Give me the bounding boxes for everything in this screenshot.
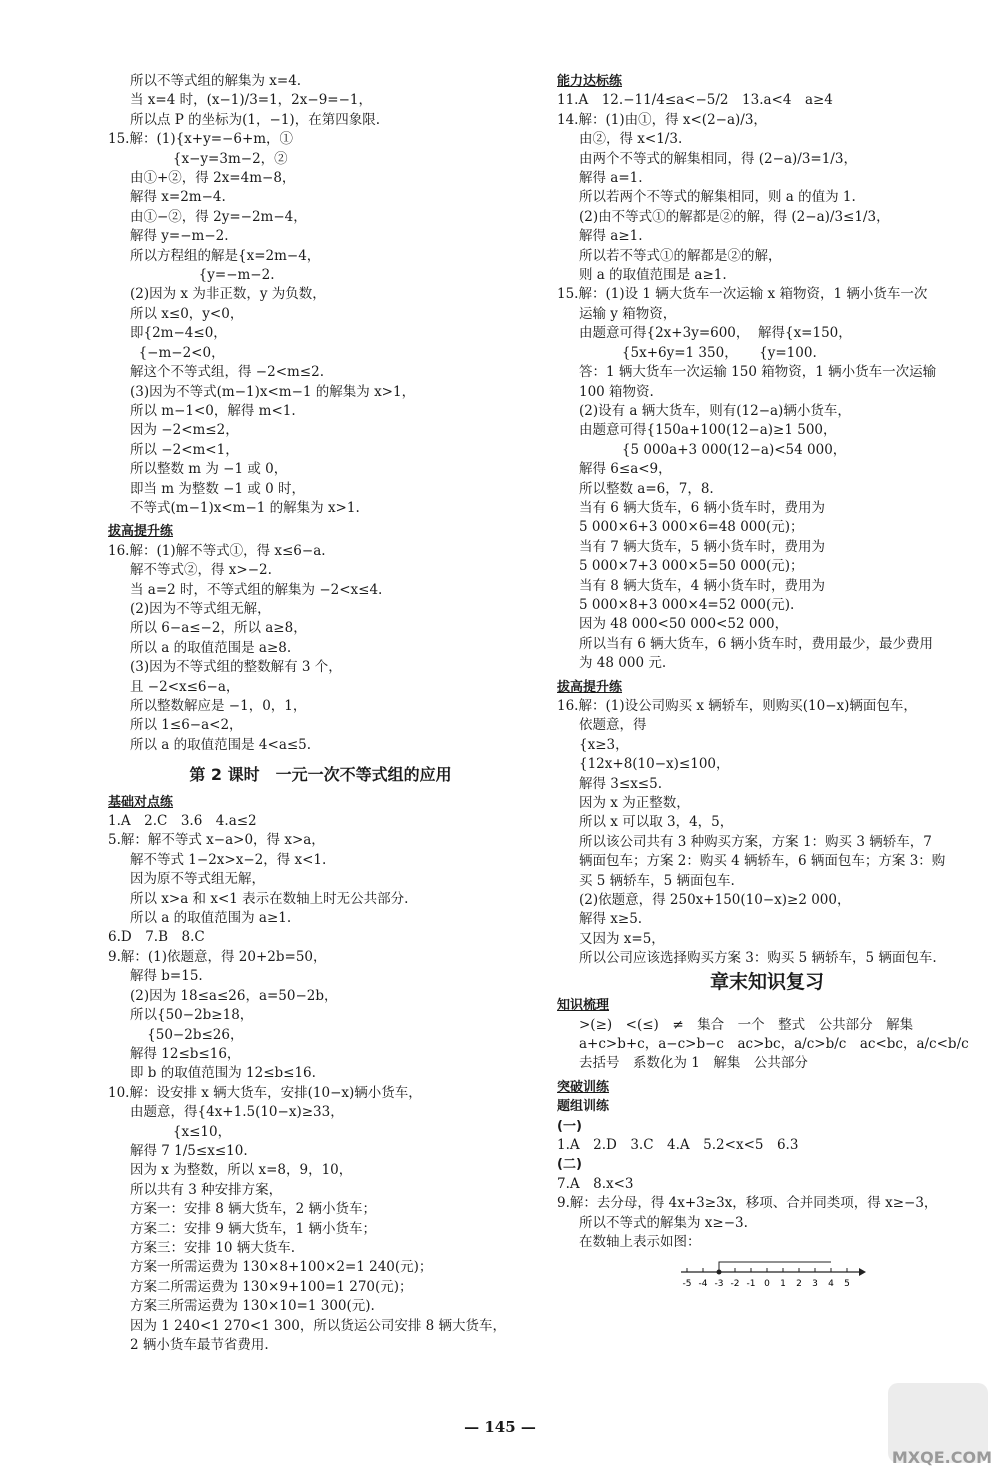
- text-line: {−m−2<0，: [130, 344, 225, 361]
- number-line-tick-label: 0: [764, 1279, 770, 1290]
- text-line: 方案三：安排 10 辆大货车.: [130, 1239, 296, 1256]
- text-line: {y=−m−2.: [130, 267, 275, 284]
- right-group2-lines: [557, 1175, 977, 1253]
- text-line: 因为原不等式组无解，: [130, 871, 265, 888]
- text-line: 所以 1≤6−a<2，: [130, 717, 243, 734]
- section-improve-left: 拔高提升练: [108, 524, 174, 540]
- lesson-title: 第 2 课时 一元一次不等式组的应用: [189, 765, 452, 785]
- text-line: >(≥) <(≤) ≠ 集合 一个 整式 公共部分 解集: [579, 1016, 914, 1033]
- text-line: 因为 x 为正整数，: [579, 795, 690, 812]
- text-line: 所以该公司共有 3 种购买方案，方案 1：购买 3 辆轿车，7: [579, 833, 932, 850]
- text-line: 因为 48 000<50 000<52 000，: [579, 616, 789, 633]
- number-line-tick-label: -4: [698, 1279, 708, 1290]
- text-line: 由题意可得{2x+3y=600， 解得{x=150，: [579, 325, 852, 342]
- text-line: 因为 −2<m≤2，: [130, 422, 239, 439]
- text-line: 当有 8 辆大货车，4 辆小货车时，费用为: [579, 577, 826, 594]
- text-line: 所以 m−1<0，解得 m<1.: [130, 402, 296, 419]
- text-line: 因为 1 240<1 270<1 300，所以货运公司安排 8 辆大货车，: [130, 1317, 507, 1334]
- group1-label: (一): [557, 1118, 582, 1134]
- left-improve-lines: [108, 542, 533, 755]
- text-line: 所以 x 可以取 3，4，5，: [579, 814, 734, 831]
- text-line: 14.解：(1)由①，得 x<(2−a)/3，: [557, 111, 767, 128]
- text-line: (3)因为不等式(m−1)x<m−1 的解集为 x>1，: [130, 383, 416, 400]
- text-line: 由题意，得{4x+1.5(10−x)≥33，: [130, 1104, 344, 1121]
- text-line: 方案三所需运费为 130×10=1 300(元).: [130, 1298, 375, 1315]
- text-line: 当 a=2 时，不等式组的解集为 −2<x≤4.: [130, 581, 383, 598]
- text-line: 所以{50−2b≥18，: [130, 1007, 254, 1024]
- number-line-solution-ray: [719, 1262, 831, 1272]
- right-ability-lines: [557, 91, 977, 673]
- text-line: 所以 x>a 和 x<1 表示在数轴上时无公共部分.: [130, 890, 409, 907]
- number-line: [677, 1258, 977, 1298]
- text-line: 由①−②，得 2y=−2m−4，: [130, 208, 307, 225]
- page-number: — 145 —: [464, 1418, 536, 1436]
- text-line: 即 b 的取值范围为 12≤b≤16.: [130, 1065, 316, 1082]
- text-line: 则 a 的取值范围是 a≥1.: [579, 267, 727, 284]
- text-line: 所以若两个不等式的解集相同，则 a 的值为 1.: [579, 189, 856, 206]
- text-line: 1.A 2.C 3.6 4.a≤2: [108, 813, 257, 830]
- text-line: 所以 a 的取值范围是 4<a≤5.: [130, 736, 312, 753]
- left-column: [108, 72, 533, 1355]
- text-line: 所以公司应该选择购买方案 3：购买 5 辆轿车，5 辆面包车.: [579, 950, 937, 967]
- text-line: {x≥3，: [579, 736, 629, 753]
- text-line: 所以不等式的解集为 x≥−3.: [579, 1214, 748, 1231]
- number-line-tick-label: 1: [780, 1279, 786, 1290]
- text-line: 16.解：(1)解不等式①，得 x≤6−a.: [108, 542, 326, 559]
- right-improve-lines: [557, 697, 977, 969]
- text-line: 5.解：解不等式 x−a>0，得 x>a，: [108, 832, 325, 849]
- sub-group-title: 题组训练: [557, 1099, 610, 1115]
- text-line: 不等式(m−1)x<m−1 的解集为 x>1.: [130, 499, 360, 516]
- text-line: {x≤10，: [130, 1123, 232, 1140]
- text-line: 方案二：安排 9 辆大货车，1 辆小货车；: [130, 1220, 377, 1237]
- text-line: 解得 x≥5.: [579, 911, 643, 928]
- text-line: 所以 −2<m<1，: [130, 441, 239, 458]
- text-line: 解得 a≥1.: [579, 228, 643, 245]
- text-line: {5 000a+3 000(12−a)<54 000，: [579, 441, 847, 458]
- text-line: 解得 x=2m−4.: [130, 189, 226, 206]
- text-line: 所以方程组的解是{x=2m−4，: [130, 247, 321, 264]
- text-line: 所以 a 的取值范围是 a≥8.: [130, 639, 292, 656]
- text-line: 方案一所需运费为 130×8+100×2=1 240(元)；: [130, 1259, 433, 1276]
- text-line: 所以不等式组的解集为 x=4.: [130, 73, 302, 89]
- text-line: (2)由不等式①的解都是②的解，得 (2−a)/3≤1/3，: [579, 208, 890, 225]
- text-line: 9.解：(1)依题意，得 20+2b=50，: [108, 948, 327, 965]
- text-line: {50−2b≤26，: [130, 1026, 244, 1043]
- text-line: (2)设有 a 辆大货车，则有(12−a)辆小货车，: [579, 402, 851, 419]
- text-line: 所以若不等式①的解都是②的解，: [579, 247, 782, 264]
- text-line: 所以整数 m 为 −1 或 0，: [130, 461, 288, 478]
- number-line-tick-label: -3: [714, 1279, 724, 1290]
- text-line: (3)因为不等式组的整数解有 3 个，: [130, 659, 342, 676]
- text-line: 所以共有 3 种安排方案，: [130, 1181, 283, 1198]
- text-line: 2 辆小货车最节省费用.: [130, 1337, 269, 1353]
- text-line: {x−y=3m−2，②: [130, 150, 288, 167]
- text-line: 5 000×6+3 000×6=48 000(元)；: [579, 519, 804, 536]
- text-line: 辆面包车；方案 2：购买 4 辆轿车，6 辆面包车；方案 3：购: [579, 853, 946, 870]
- text-line: 运输 y 箱物资，: [579, 305, 677, 322]
- text-line: 由②，得 x<1/3.: [579, 131, 683, 148]
- left-main-lines: [108, 72, 533, 518]
- text-line: 即{2m−4≤0，: [130, 325, 227, 342]
- text-line: 方案二所需运费为 130×9+100=1 270(元)；: [130, 1278, 413, 1295]
- text-line: 5 000×7+3 000×5=50 000(元)；: [579, 558, 804, 575]
- text-line: 由两个不等式的解集相同，得 (2−a)/3=1/3，: [579, 150, 857, 167]
- text-line: 由题意可得{150a+100(12−a)≥1 500，: [579, 422, 837, 439]
- text-line: 又因为 x=5，: [579, 930, 665, 947]
- text-line: 当有 6 辆大货车，6 辆小货车时，费用为: [579, 499, 826, 516]
- chapter-title: 章末知识复习: [709, 970, 824, 993]
- group1-line: 1.A 2.D 3.C 4.A 5.2<x<5 6.3: [557, 1136, 799, 1153]
- text-line: 依题意，得: [579, 717, 647, 734]
- text-line: 解得 6≤a<9，: [579, 461, 672, 478]
- text-line: 解得 y=−m−2.: [130, 228, 229, 245]
- text-line: (2)因为 18≤a≤26，a=50−2b，: [130, 987, 338, 1004]
- left-basic-lines: [108, 812, 533, 1355]
- text-line: 当有 7 辆大货车，5 辆小货车时，费用为: [579, 538, 826, 555]
- text-line: (2)依题意，得 250x+150(10−x)≥2 000，: [579, 892, 851, 909]
- number-line-tick-label: 5: [844, 1279, 850, 1290]
- text-line: 所以点 P 的坐标为(1，−1)，在第四象限.: [130, 111, 380, 128]
- text-line: 6.D 7.B 8.C: [108, 929, 205, 946]
- text-line: (2)因为不等式组无解，: [130, 600, 271, 617]
- text-line: 解得 a=1.: [579, 170, 643, 187]
- text-line: 解得 3≤x≤5.: [579, 775, 662, 792]
- text-line: 因为 x 为整数，所以 x=8，9，10，: [130, 1162, 353, 1179]
- text-line: 7.A 8.x<3: [557, 1175, 634, 1192]
- text-line: 100 箱物资.: [579, 383, 654, 400]
- text-line: {12x+8(10−x)≤100，: [579, 756, 730, 773]
- number-line-tick-label: 3: [812, 1279, 818, 1290]
- text-line: 所以 x≤0，y<0，: [130, 305, 244, 322]
- text-line: 方案一：安排 8 辆大货车，2 辆小货车；: [130, 1201, 377, 1218]
- right-column: [557, 72, 977, 1299]
- text-line: 15.解：(1){x+y=−6+m，①: [108, 131, 294, 148]
- text-line: 买 5 辆轿车，5 辆面包车.: [579, 872, 735, 889]
- number-line-tick-label: -1: [746, 1279, 756, 1290]
- section-basic: 基础对点练: [108, 794, 174, 810]
- section-ability: 能力达标练: [557, 74, 623, 89]
- text-line: 所以 6−a≤−2，所以 a≥8，: [130, 620, 307, 637]
- text-line: 解得 12≤b≤16，: [130, 1045, 241, 1062]
- text-line: 即当 m 为整数 −1 或 0 时，: [130, 480, 306, 497]
- text-line: 在数轴上表示如图：: [579, 1233, 701, 1250]
- text-line: 所以整数 a=6，7，8.: [579, 480, 714, 497]
- text-line: 当 x=4 时，(x−1)/3=1，2x−9=−1，: [130, 92, 372, 109]
- group2-label: (二): [557, 1157, 582, 1173]
- text-line: 所以当有 6 辆大货车，6 辆小货车时，费用最少，最少费用: [579, 635, 934, 652]
- text-line: 解得 7 1/5≤x≤10.: [130, 1142, 248, 1159]
- text-line: 所以 a 的取值范围为 a≥1.: [130, 910, 292, 927]
- text-line: 9.解：去分母，得 4x+3≥3x，移项、合并同类项，得 x≥−3，: [557, 1195, 938, 1212]
- text-line: 由①+②，得 2x=4m−8，: [130, 170, 296, 187]
- number-line-arrow: [859, 1268, 866, 1276]
- text-line: 11.A 12.−11/4≤a<−5/2 13.a<4 a≥4: [557, 92, 833, 109]
- text-line: 解不等式 1−2x>x−2，得 x<1.: [130, 851, 327, 868]
- number-line-tick-label: 2: [796, 1279, 802, 1290]
- text-line: 5 000×8+3 000×4=52 000(元).: [579, 596, 795, 613]
- text-line: 且 −2<x≤6−a，: [130, 678, 240, 695]
- text-line: 15.解：(1)设 1 辆大货车一次运输 x 箱物资，1 辆小货车一次: [557, 286, 928, 303]
- text-line: 解这个不等式组，得 −2<m≤2.: [130, 364, 324, 381]
- section-breakthrough: 突破训练: [557, 1079, 610, 1095]
- section-knowledge: 知识梳理: [557, 998, 610, 1014]
- right-knowledge-lines: [557, 1016, 977, 1074]
- text-line: (2)因为 x 为非正数，y 为负数，: [130, 286, 326, 303]
- number-line-tick-label: -2: [730, 1279, 740, 1290]
- number-line-svg: [677, 1258, 867, 1292]
- number-line-tick-label: 4: [828, 1279, 834, 1290]
- text-line: {5x+6y=1 350， {y=100.: [579, 344, 817, 361]
- text-line: 所以整数解应是 −1，0，1，: [130, 698, 307, 714]
- text-line: 答：1 辆大货车一次运输 150 箱物资，1 辆小货车一次运输: [579, 364, 937, 381]
- text-line: 解不等式②，得 x>−2.: [130, 562, 272, 579]
- text-line: 解得 b=15.: [130, 968, 203, 985]
- text-line: 10.解：设安排 x 辆大货车，安排(10−x)辆小货车，: [108, 1084, 422, 1101]
- watermark-text: MXQE.COM: [891, 1448, 992, 1467]
- text-line: 16.解：(1)设公司购买 x 辆轿车，则购买(10−x)辆面包车，: [557, 698, 917, 714]
- text-line: 去括号 系数化为 1 解集 公共部分: [579, 1055, 808, 1072]
- text-line: 为 48 000 元.: [579, 655, 667, 672]
- number-line-tick-label: -5: [682, 1279, 692, 1290]
- text-line: a+c>b+c，a−c>b−c ac>bc，a/c>b/c ac<bc，a/c<b/c: [579, 1035, 969, 1052]
- section-improve-right: 拔高提升练: [557, 679, 623, 695]
